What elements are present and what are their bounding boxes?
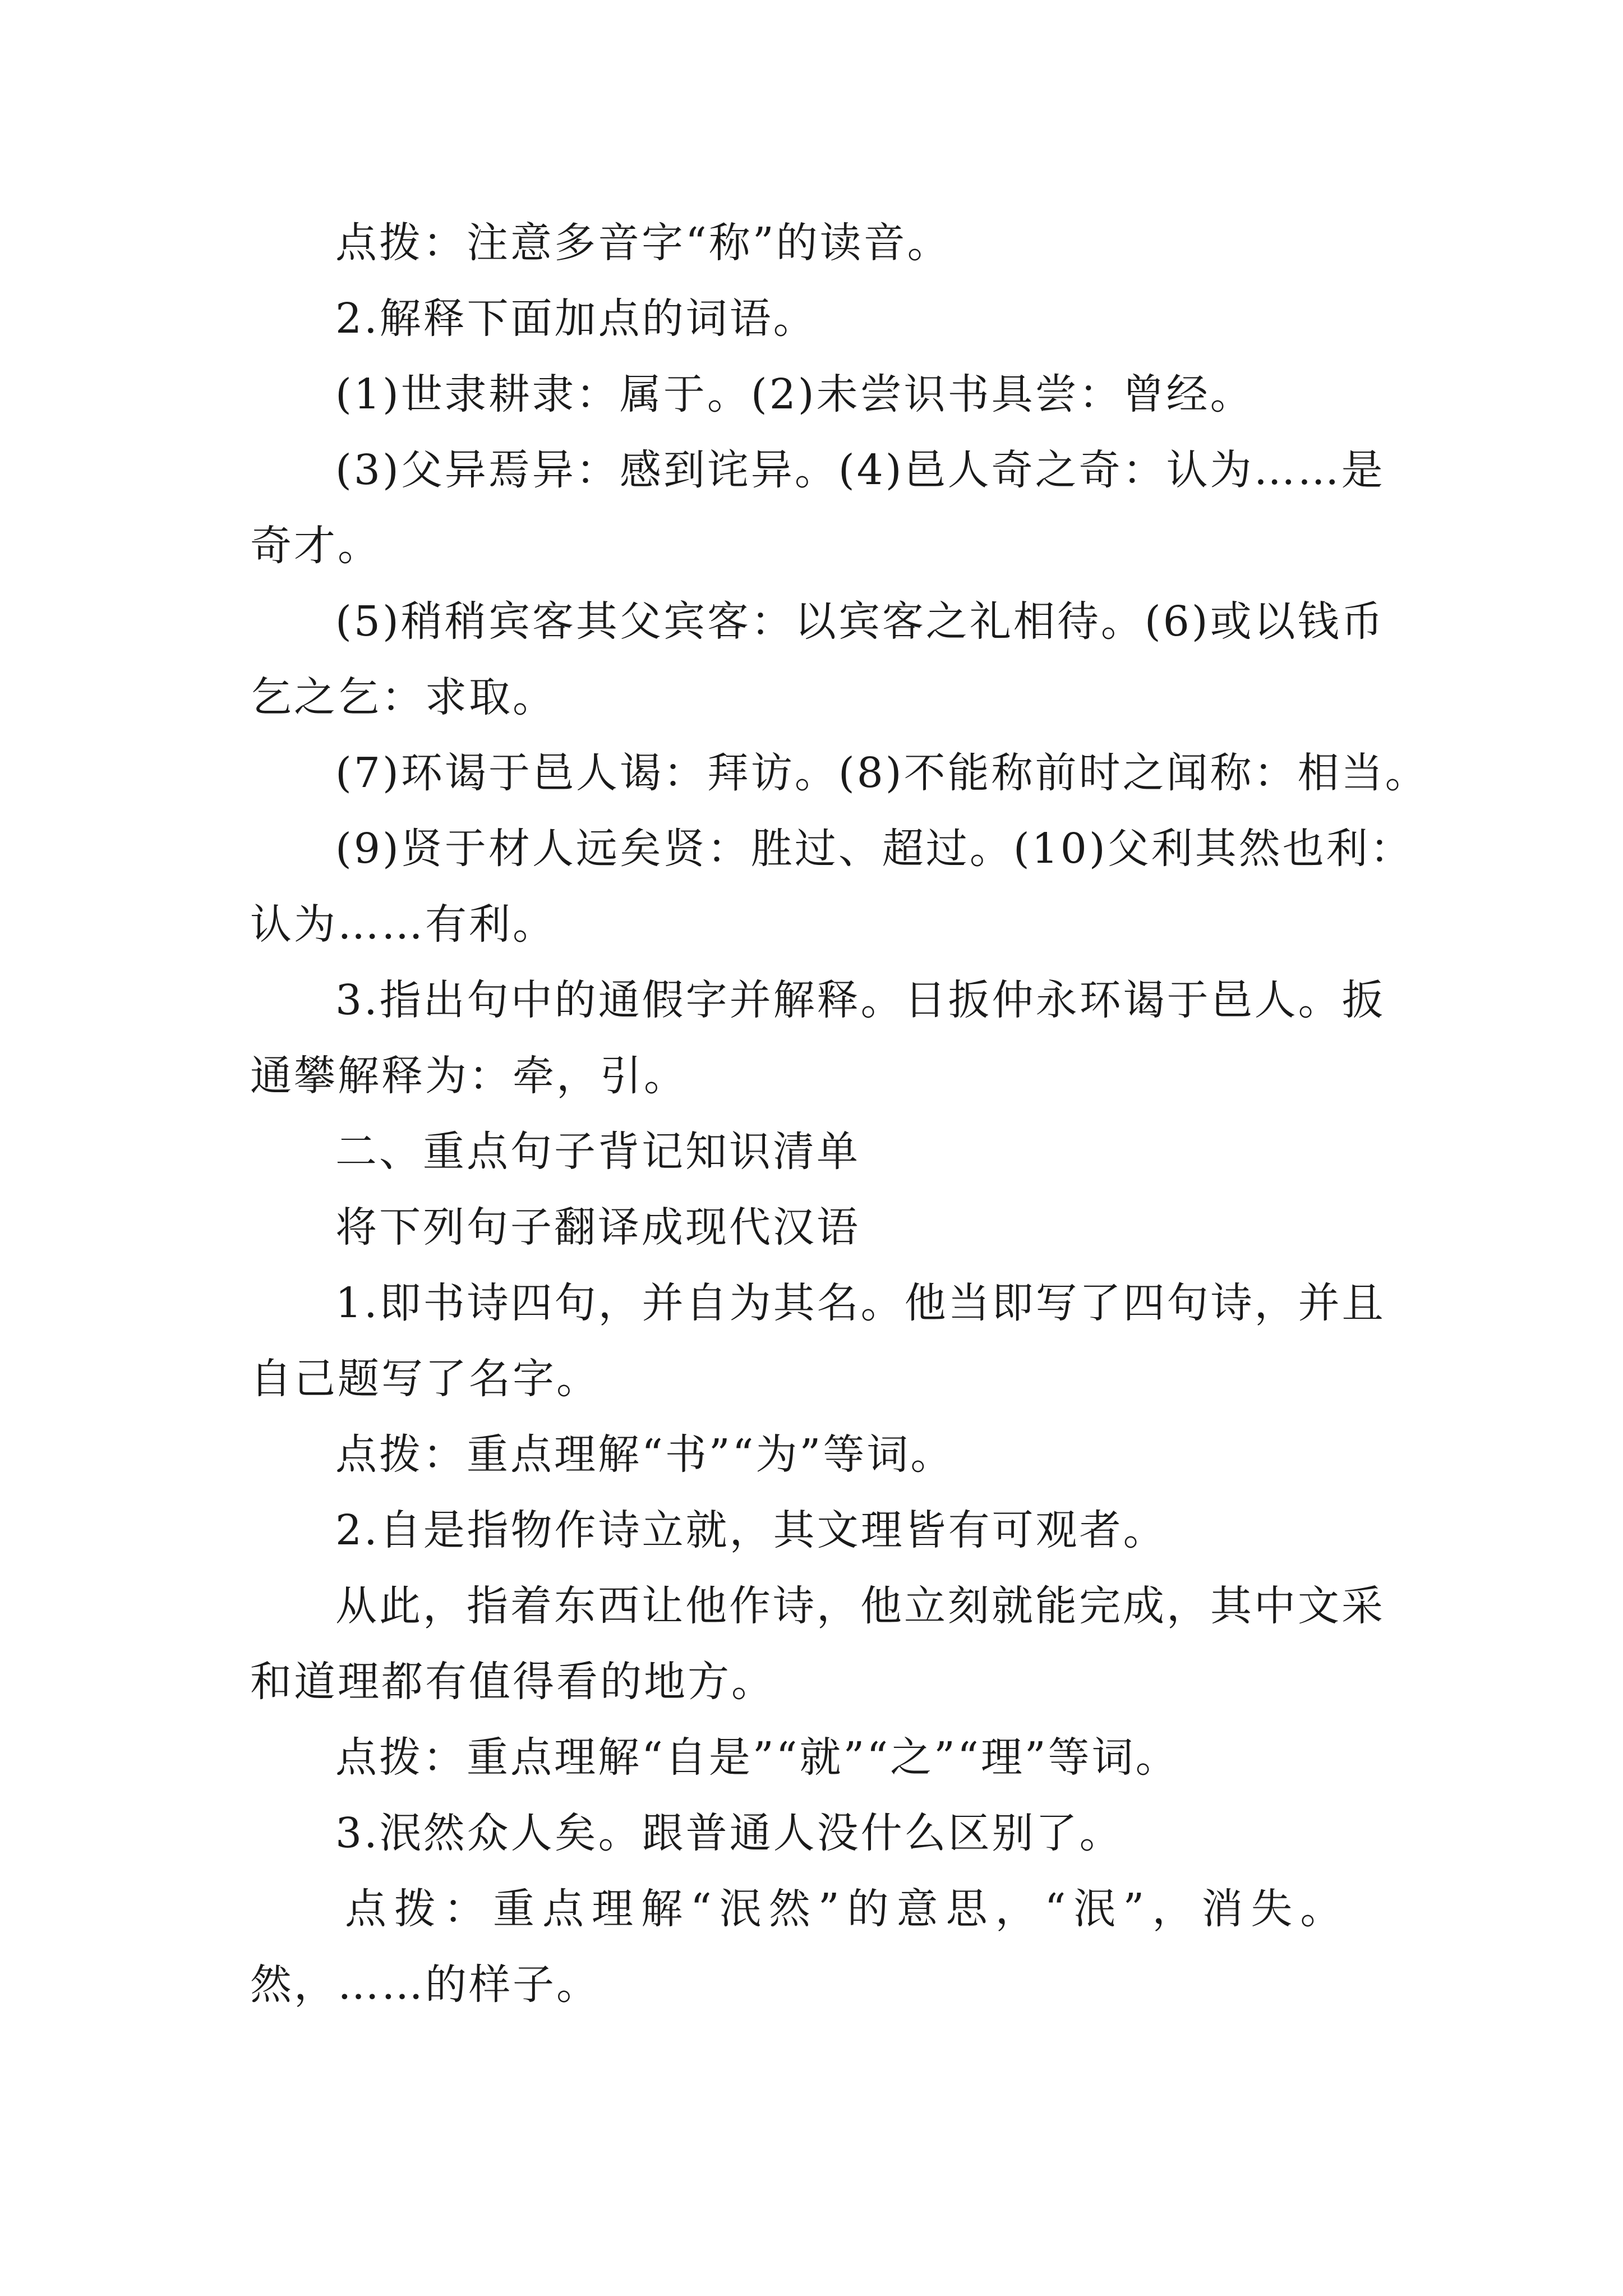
- section-2-heading: 二、重点句子背记知识清单: [335, 1128, 860, 1176]
- sentence-3: 3.泯然众人矣。跟普通人没什么区别了。: [335, 1809, 1123, 1857]
- question-2-heading: 2.解释下面加点的词语。: [335, 295, 817, 343]
- sentence-1-hint: 点拨：重点理解“书”“为”等词。: [335, 1430, 955, 1479]
- sentence-1: 1.即书诗四句，并自为其名。他当即写了四句诗，并且: [335, 1279, 1386, 1327]
- answer-2-line-2: (3)父异焉异：感到诧异。(4)邑人奇之奇：认为……是: [335, 446, 1385, 494]
- question-3-cont: 通攀解释为：牵，引。: [250, 1052, 688, 1100]
- sentence-3-hint: 点拨：重点理解“泯然”的意思，“泯”，消失。: [345, 1885, 1350, 1933]
- question-3: 3.指出句中的通假字并解释。日扳仲永环谒于邑人。扳: [335, 976, 1386, 1024]
- answer-2-line-3-cont: 乞之乞：求取。: [250, 673, 556, 721]
- sentence-2: 2.自是指物作诗立就，其文理皆有可观者。: [335, 1506, 1167, 1554]
- sentence-3-hint-cont: 然，……的样子。: [250, 1961, 600, 2009]
- answer-2-line-1: (1)世隶耕隶：属于。(2)未尝识书具尝：曾经。: [335, 370, 1254, 418]
- answer-2-line-2-cont: 奇才。: [250, 522, 381, 570]
- sentence-2-hint: 点拨：重点理解“自是”“就”“之”“理”等词。: [335, 1733, 1179, 1782]
- hint-polyphone: 点拨：注意多音字“称”的读音。: [335, 219, 951, 267]
- sentence-2-translation: 从此，指着东西让他作诗，他立刻就能完成，其中文采: [335, 1582, 1385, 1630]
- answer-2-line-5-cont: 认为……有利。: [250, 900, 556, 949]
- answer-2-line-3: (5)稍稍宾客其父宾客：以宾客之礼相待。(6)或以钱币: [335, 597, 1385, 646]
- answer-2-line-5: (9)贤于材人远矣贤：胜过、超过。(10)父利其然也利：: [335, 825, 1414, 873]
- answer-2-line-4: (7)环谒于邑人谒：拜访。(8)不能称前时之闻称：相当。: [335, 749, 1429, 797]
- sentence-2-translation-cont: 和道理都有值得看的地方。: [250, 1658, 775, 1706]
- translation-instruction: 将下列句子翻译成现代汉语: [335, 1203, 860, 1251]
- sentence-1-cont: 自己题写了名字。: [250, 1355, 600, 1403]
